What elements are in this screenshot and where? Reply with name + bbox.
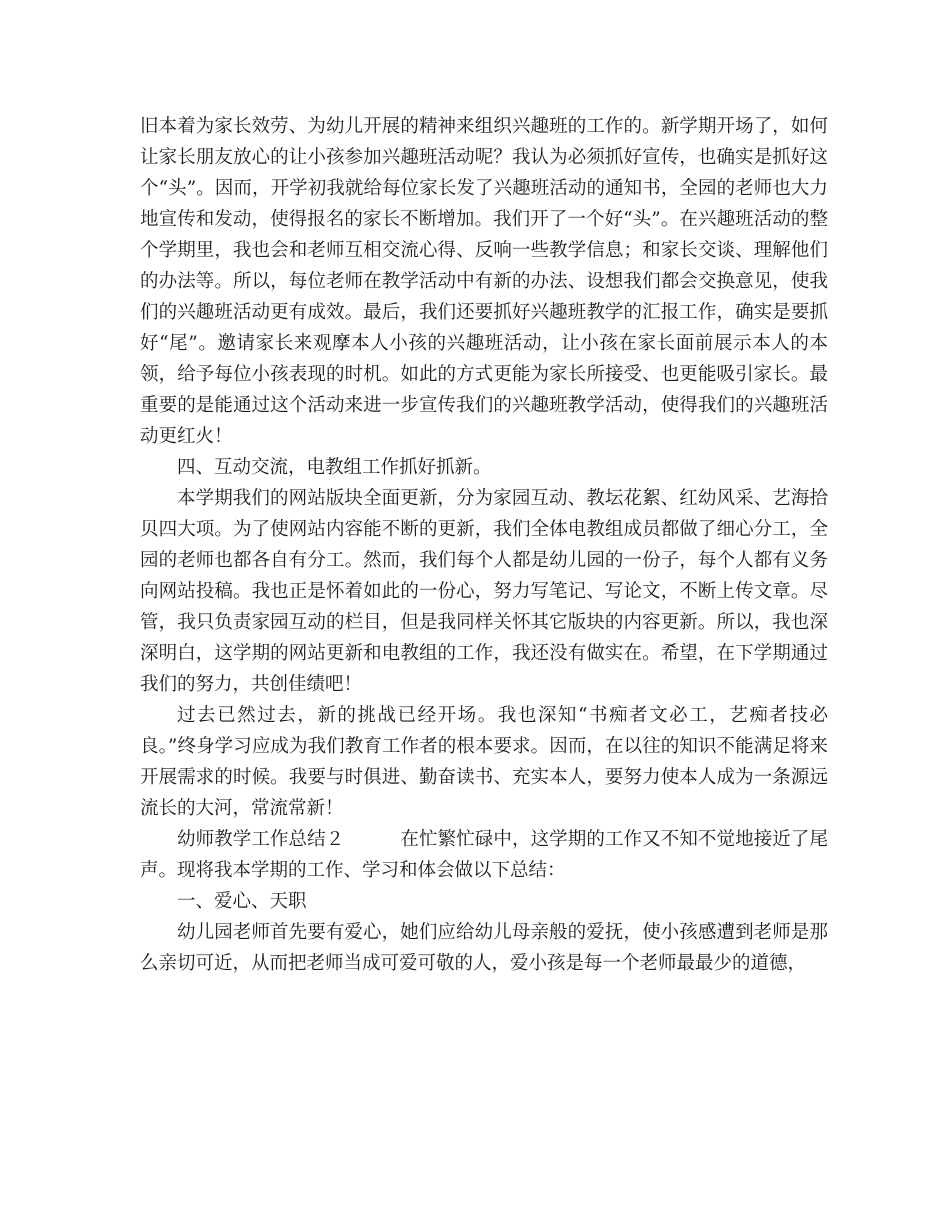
document-body	[140, 111, 828, 979]
paragraph-section-two	[140, 824, 828, 886]
section-intro: 在忙繁忙碌中，这学期的工作又不知不觉地接近了尾声。现将我本学期的工作、学习和体会做以下总结：	[140, 829, 828, 881]
paragraph-outlook: 过去已然过去，新的挑战已经开场。我也深知“书痴者文必工，艺痴者技必良。”终身学习应成为我们教育工作者的根本要求。因而，在以往的知识不能满足将来开展需求的时候。我要与时俱进、勤奋读书、充实本人，要努力使本人成为一条源远流长的大河，常流常新！	[140, 705, 828, 819]
heading-four: 四、互动交流，电教组工作抓好抓新。	[177, 457, 492, 478]
paragraph-interest-class: 旧本着为家长效劳、为幼儿开展的精神来组织兴趣班的工作的。新学期开场了，如何让家长朋友放心的让小孩参加兴趣班活动呢？我认为必须抓好宣传，也确实是抓好这个“头”。因而，开学初我就给每位家长发了兴趣班活动的通知书，全园的老师也大力地宣传和发动，使得报名的家长不断增加。我们开了一个好“头”。在兴趣班活动的整个学期里，我也会和老师互相交流心得、反响一些教学信息；和家长交谈、理解他们的办法等。所以，每位老师在教学活动中有新的办法、设想我们都会交换意见，使我们的兴趣班活动更有成效。最后，我们还要抓好兴趣班教学的汇报工作，确实是要抓好“尾”。邀请家长来观摩本人小孩的兴趣班活动，让小孩在家长面前展示本人的本领，给予每位小孩表现的时机。如此的方式更能为家长所接受、也更能吸引家长。最重要的是能通过这个活动来进一步宣传我们的兴趣班教学活动，使得我们的兴趣班活动更红火！	[140, 116, 828, 447]
subheading-love: 一、爱心、天职	[177, 891, 307, 912]
paragraph-website: 本学期我们的网站版块全面更新，分为家园互动、教坛花絮、红幼风采、艺海拾贝四大项。为了使网站内容能不断的更新，我们全体电教组成员都做了细心分工，全园的老师也都各自有分工。然而，我们每个人都是幼儿园的一份子，每个人都有义务向网站投稿。我也正是怀着如此的一份心，努力写笔记、写论文，不断上传文章。尽管，我只负责家园互动的栏目，但是我同样关怀其它版块的内容更新。所以，我也深深明白，这学期的网站更新和电教组的工作，我还没有做实在。希望，在下学期通过我们的努力，共创佳绩吧！	[140, 488, 828, 695]
paragraph-love: 幼儿园老师首先要有爱心，她们应给幼儿母亲般的爱抚，使小孩感遭到老师是那么亲切可近，从而把老师当成可爱可敬的人，爱小孩是每一个老师最最少的道德，	[140, 922, 828, 974]
section-title: 幼师教学工作总结２	[177, 829, 345, 850]
